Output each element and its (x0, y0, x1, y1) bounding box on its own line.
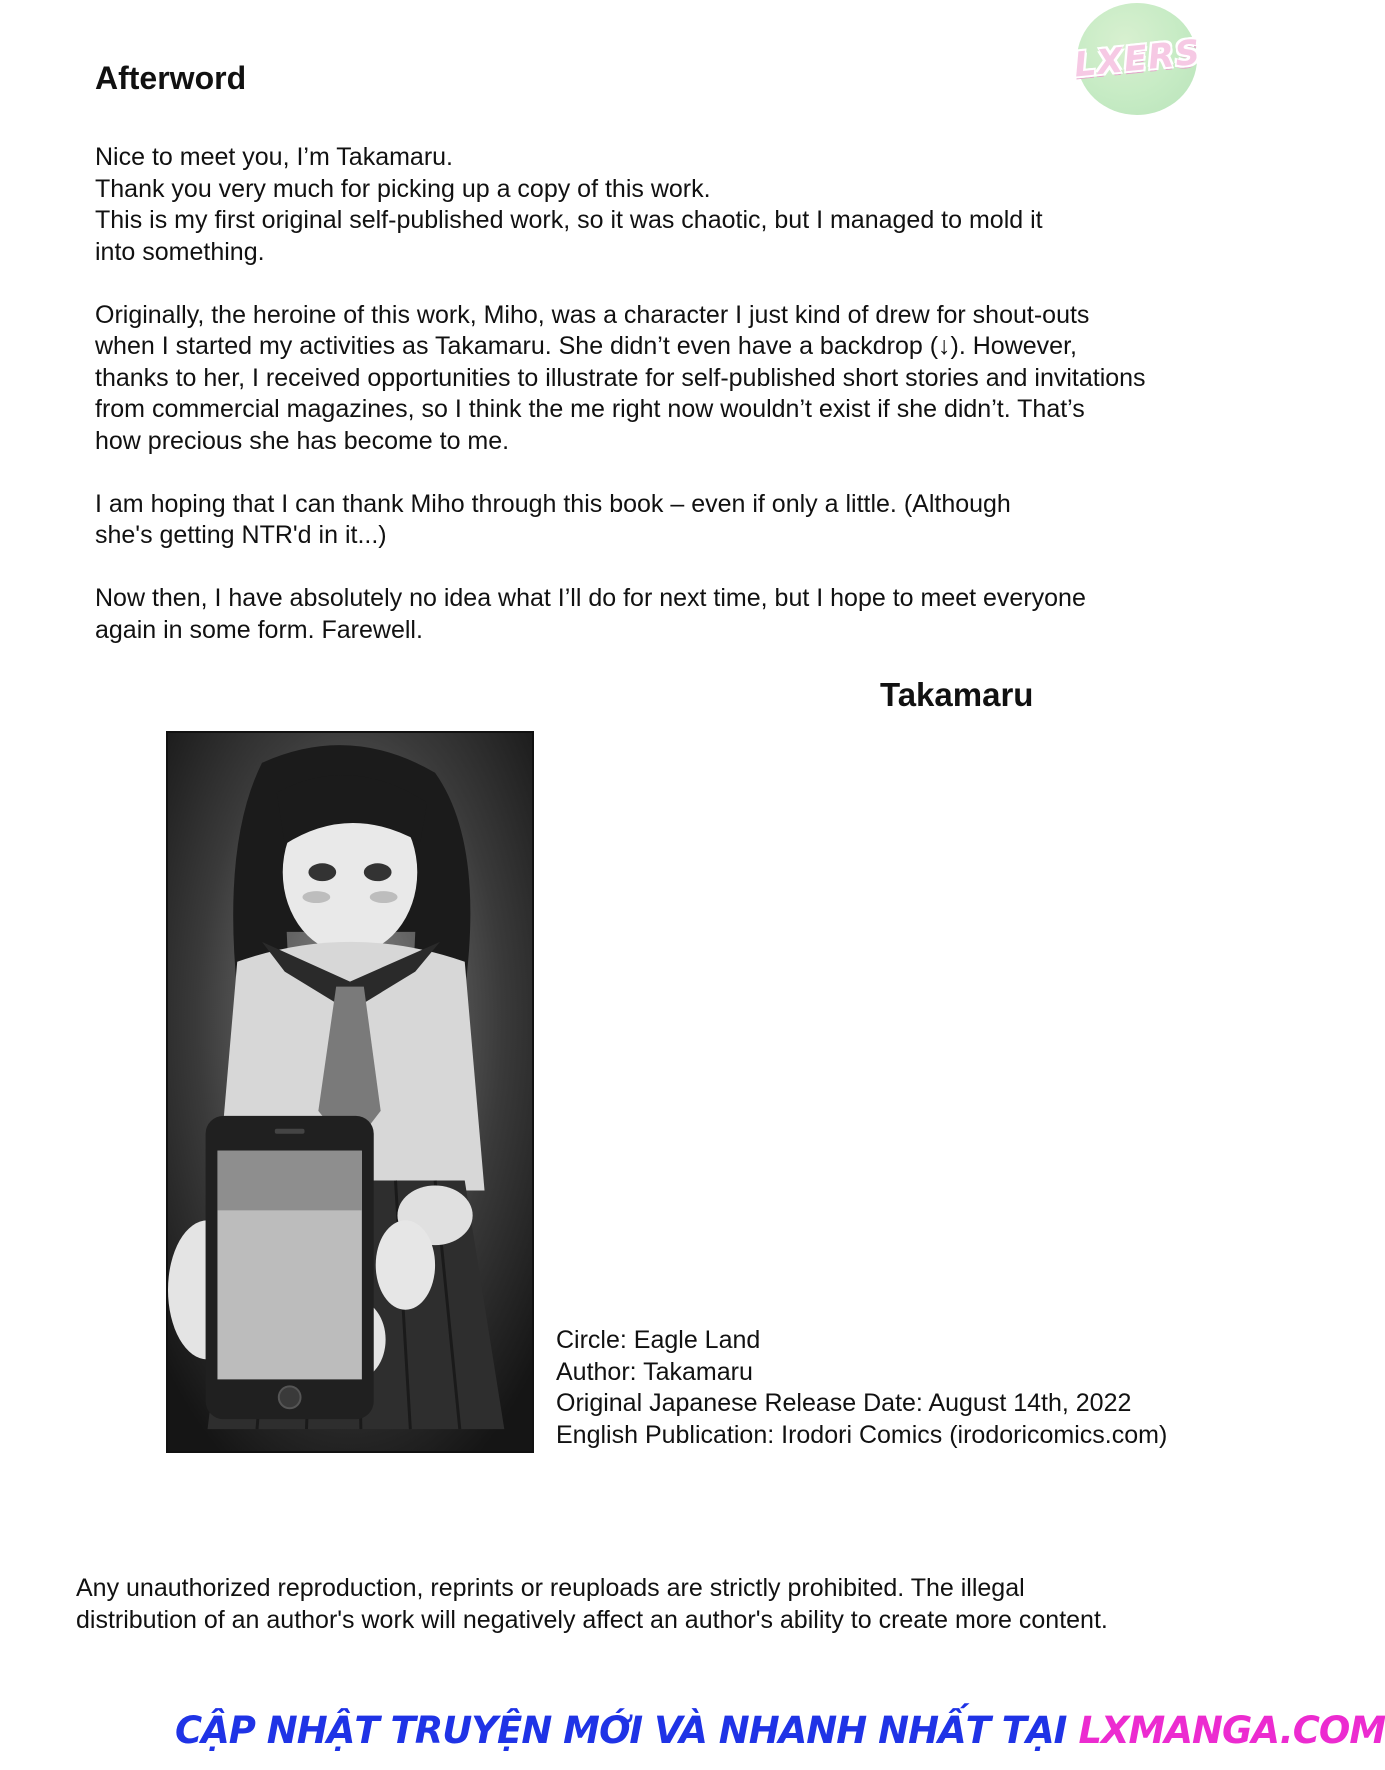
text-line: This is my first original self-published work, so it was chaotic, but I managed to mold it (95, 206, 1043, 234)
text-line: how precious she has become to me. (95, 426, 510, 455)
text-line: Nice to meet you, I’m Takamaru. (95, 143, 454, 171)
lxers-logo-text: LXERS (1071, 32, 1203, 86)
site-banner[interactable] (175, 1705, 1385, 1755)
illustration-art (168, 733, 532, 1451)
lxers-logo (1071, 3, 1203, 115)
credits-block (556, 1325, 1167, 1451)
text-line: when I started my activities as Takamaru. She didn’t even have a backdrop (↓). However, (95, 332, 1077, 360)
credit-author: Author: Takamaru (556, 1357, 753, 1386)
afterword-body (95, 142, 1175, 678)
banner-text: CẬP NHẬT TRUYỆN MỚI VÀ NHANH NHẤT TẠI (175, 1708, 1067, 1752)
credit-publication: English Publication: Irodori Comics (irodoricomics.com) (556, 1420, 1168, 1449)
text-line: into something. (95, 237, 265, 266)
text-line: she's getting NTR'd in it...) (95, 521, 387, 549)
character-illustration (166, 731, 534, 1453)
copyright-notice (76, 1573, 1176, 1636)
page-title: Afterword (95, 60, 247, 96)
paragraph-thanks (95, 489, 1175, 552)
notice-line: distribution of an author's work will negatively affect an author's ability to create more content. (76, 1605, 1108, 1634)
paragraph-heroine (95, 300, 1175, 458)
text-line: Thank you very much for picking up a copy of this work. (95, 174, 711, 203)
paragraph-greeting (95, 142, 1175, 268)
text-line: I am hoping that I can thank Miho through this book – even if only a little. (Although (95, 489, 1011, 518)
notice-line: Any unauthorized reproduction, reprints or reuploads are strictly prohibited. The illegal (76, 1574, 1025, 1602)
paragraph-farewell (95, 583, 1175, 646)
credit-circle: Circle: Eagle Land (556, 1326, 761, 1354)
text-line: thanks to her, I received opportunities to illustrate for self-published short stories and invitations (95, 363, 1146, 392)
text-line: Originally, the heroine of this work, Miho, was a character I just kind of drew for shout-outs (95, 300, 1090, 329)
text-line: again in some form. Farewell. (95, 615, 423, 644)
banner-site-link[interactable]: LXMANGA.COM (1078, 1708, 1385, 1752)
text-line: Now then, I have absolutely no idea what I’ll do for next time, but I hope to meet everyone (95, 584, 1086, 612)
credit-release-date: Original Japanese Release Date: August 14th, 2022 (556, 1389, 1132, 1417)
text-line: from commercial magazines, so I think the me right now wouldn’t exist if she didn’t. That’s (95, 395, 1085, 423)
author-signature: Takamaru (880, 676, 1034, 713)
